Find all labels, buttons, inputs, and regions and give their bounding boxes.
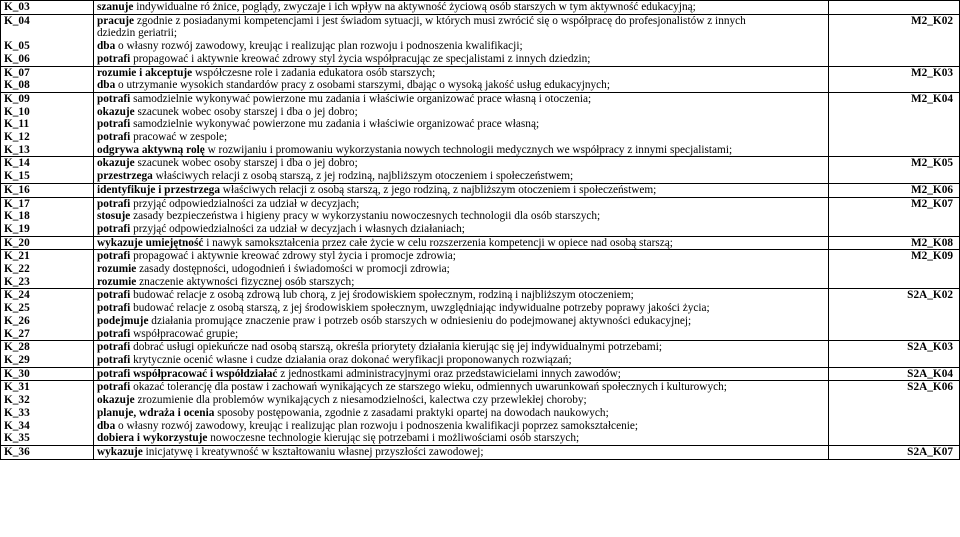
outcome-description-cell xyxy=(94,14,829,66)
outcome-codes-cell xyxy=(1,92,94,157)
outcome-code: K_28 xyxy=(4,341,30,354)
outcome-codes-cell xyxy=(1,367,94,381)
reference-code-cell: M2_K04 xyxy=(829,92,960,157)
outcome-description-cell xyxy=(94,157,829,183)
outcome-description-line: przestrzega właściwych relacji z osobą starszą, z jej rodziną, najbliższym otoczeniem i społeczeństwem; xyxy=(97,170,574,183)
outcome-description-line: podejmuje działania promujące znaczenie praw i potrzeb osób starszych w odniesieniu do podejmowanej aktywności edukacyjnej; xyxy=(97,314,692,327)
outcome-codes-cell xyxy=(1,183,94,197)
outcome-codes-cell xyxy=(1,341,94,367)
table-row xyxy=(1,157,960,183)
outcome-description-line: potrafi współpracować grupie; xyxy=(97,327,239,340)
outcome-description-line: rozumie zasady dostępności, udogodnień i świadomości w promocji zdrowia; xyxy=(97,263,450,276)
outcome-description-cell xyxy=(94,445,829,459)
outcome-code: K_34 xyxy=(4,419,30,432)
outcome-description-line: potrafi przyjąć odpowiedzialności za udział w decyzjach; xyxy=(97,197,360,210)
outcome-code: K_10 xyxy=(4,105,30,118)
reference-code-cell xyxy=(829,1,960,15)
outcome-description-line: potrafi propagować i aktywnie kreować zdrowy styl życia i promocje zdrowia; xyxy=(97,250,456,263)
table-row xyxy=(1,289,960,341)
outcome-description-line: planuje, wdraża i ocenia sposoby postępowania, zgodnie z zasadami praktyki opartej na dowodach naukowych; xyxy=(97,406,609,419)
outcome-description-line: okazuje szacunek wobec osoby starszej i dba o jej dobro; xyxy=(97,105,358,118)
outcome-description-line: dba o utrzymanie wysokich standardów pracy z osobami starszymi, dbając o wysoką jakość usług edukacyjnych; xyxy=(97,79,610,92)
outcome-description-cell xyxy=(94,236,829,250)
outcome-code: K_35 xyxy=(4,432,30,445)
outcome-codes-cell xyxy=(1,66,94,92)
outcome-description-cell xyxy=(94,289,829,341)
outcome-description-cell xyxy=(94,66,829,92)
outcome-code: K_25 xyxy=(4,302,30,315)
outcome-code: K_31 xyxy=(4,381,30,394)
outcome-code: K_29 xyxy=(4,353,30,366)
table-row xyxy=(1,92,960,157)
reference-code-cell: M2_K08 xyxy=(829,236,960,250)
table-row xyxy=(1,250,960,289)
outcome-code: K_04 xyxy=(4,14,30,27)
outcome-code: K_08 xyxy=(4,79,30,92)
outcome-description-line: dba o własny rozwój zawodowy, kreując i realizując plan rozwoju i podnoszenia kwalifikacji; xyxy=(97,40,523,53)
outcome-codes-cell xyxy=(1,197,94,236)
outcome-description-line: stosuje zasady bezpieczeństwa i higieny pracy w wykorzystaniu nowoczesnych technologii dla osób starszych; xyxy=(97,210,601,223)
outcome-code: K_32 xyxy=(4,394,30,407)
outcome-codes-cell xyxy=(1,157,94,183)
outcome-description-line: potrafi samodzielnie wykonywać powierzone mu zadania i właściwie organizować prace własną i otoczenia; xyxy=(97,92,592,105)
reference-code-cell: S2A_K04 xyxy=(829,367,960,381)
table-row xyxy=(1,183,960,197)
outcome-code: K_06 xyxy=(4,52,30,65)
outcome-code xyxy=(4,27,90,40)
outcome-code: K_30 xyxy=(4,367,30,380)
outcome-code: K_26 xyxy=(4,314,30,327)
outcome-codes-cell xyxy=(1,14,94,66)
outcome-codes-cell xyxy=(1,1,94,15)
outcome-code: K_03 xyxy=(4,1,30,13)
outcome-description-line: okazuje szacunek wobec osoby starszej i dba o jej dobro; xyxy=(97,157,358,170)
outcome-description-line: dobiera i wykorzystuje nowoczesne technologie kierując się potrzebami i możliwościami osób starszych; xyxy=(97,432,580,445)
outcome-description-line: potrafi budować relacje z osobą starszą, z jej środowiskiem społecznym, uwzględniając indywidualne potrzeby poprawy jakości życia; xyxy=(97,302,710,315)
reference-code-cell: M2_K02 xyxy=(829,14,960,66)
outcome-description-line: rozumie i akceptuje współczesne role i zadania edukatora osób starszych; xyxy=(97,66,436,79)
outcome-code: K_05 xyxy=(4,40,30,53)
table-row xyxy=(1,367,960,381)
outcome-code: K_14 xyxy=(4,157,30,170)
outcome-code: K_21 xyxy=(4,250,30,263)
table-row xyxy=(1,66,960,92)
outcome-codes-cell xyxy=(1,250,94,289)
outcome-codes-cell xyxy=(1,381,94,446)
outcome-codes-cell xyxy=(1,236,94,250)
outcome-description-line: potrafi krytycznie ocenić własne i cudze działania oraz dokonać weryfikacji proponowanych rozwiązań; xyxy=(97,353,572,366)
reference-code-cell: S2A_K03 xyxy=(829,341,960,367)
reference-code-cell: S2A_K07 xyxy=(829,445,960,459)
reference-code-cell: M2_K09 xyxy=(829,250,960,289)
outcome-code: K_17 xyxy=(4,197,30,210)
outcome-code: K_18 xyxy=(4,210,30,223)
outcome-code: K_19 xyxy=(4,222,30,235)
reference-code-cell: M2_K03 xyxy=(829,66,960,92)
outcome-description-line: potrafi współpracować i współdziałać z jednostkami administracyjnymi oraz przedstawicielami innych zawodów; xyxy=(97,367,621,380)
outcome-description-cell xyxy=(94,183,829,197)
outcome-description-line: identyfikuje i przestrzega właściwych relacji z osobą starszą, z jego rodziną, z najbliższym otoczeniem i społeczeństwem; xyxy=(97,183,657,196)
outcome-code: K_11 xyxy=(4,118,30,131)
outcome-description-line: okazuje zrozumienie dla problemów wynikających z niesamodzielności, kalectwa czy przewlekłej choroby; xyxy=(97,394,587,407)
outcome-code: K_07 xyxy=(4,66,30,79)
table-row xyxy=(1,197,960,236)
outcome-description-line: rozumie znaczenie aktywności fizycznej osób starszych; xyxy=(97,275,355,288)
outcome-description-cell xyxy=(94,367,829,381)
table-row xyxy=(1,236,960,250)
outcome-code: K_33 xyxy=(4,406,30,419)
outcome-description-cell xyxy=(94,197,829,236)
outcome-codes-cell xyxy=(1,289,94,341)
outcome-description-line: szanuje indywidualne ró żnice, poglądy, zwyczaje i ich wpływ na aktywność życiową osób starszych w tym aktywność edukacyjną; xyxy=(97,1,696,13)
outcome-description-line: potrafi samodzielnie wykonywać powierzone mu zadania i właściwie organizować prace własną; xyxy=(97,118,540,131)
outcome-description-line: dba o własny rozwój zawodowy, kreując i realizując plan rozwoju i podnoszenia kwalifikacji poprzez samokształcenie; xyxy=(97,419,639,432)
outcome-description-line: potrafi propagować i aktywnie kreować zdrowy styl życia współpracując ze specjalistami z innych dziedzin; xyxy=(97,52,591,65)
table-body xyxy=(1,1,960,460)
outcome-code: K_24 xyxy=(4,289,30,302)
outcome-code: K_20 xyxy=(4,236,30,249)
reference-code-cell: S2A_K02 xyxy=(829,289,960,341)
table-row xyxy=(1,381,960,446)
outcome-code: K_09 xyxy=(4,92,30,105)
outcome-code: K_27 xyxy=(4,327,30,340)
outcome-code: K_23 xyxy=(4,275,30,288)
outcome-description-line: potrafi dobrać usługi opiekuńcze nad osobą starszą, określa priorytety działania kierując się jej indywidualnymi potrzebami; xyxy=(97,341,662,354)
outcome-description-cell xyxy=(94,341,829,367)
outcome-code: K_36 xyxy=(4,445,30,458)
reference-code-cell: M2_K05 xyxy=(829,157,960,183)
outcome-description-line: potrafi przyjąć odpowiedzialności za udział w decyzjach i własnych działaniach; xyxy=(97,222,465,235)
outcome-codes-cell xyxy=(1,445,94,459)
table-row xyxy=(1,1,960,15)
table-row xyxy=(1,14,960,66)
outcome-description-cell xyxy=(94,381,829,446)
outcome-code: K_16 xyxy=(4,183,30,196)
outcome-description-line: dziedzin geriatrii; xyxy=(97,27,177,40)
outcome-code: K_15 xyxy=(4,170,30,183)
outcome-description-line: potrafi okazać tolerancję dla postaw i zachowań wynikających ze starszego wieku, odmiennych uwarunkowań społecznych i kulturowych; xyxy=(97,381,727,394)
outcome-description-cell xyxy=(94,92,829,157)
outcome-code: K_22 xyxy=(4,263,30,276)
outcome-description-line: potrafi pracować w zespole; xyxy=(97,131,228,144)
reference-code-cell: M2_K07 xyxy=(829,197,960,236)
outcome-code: K_12 xyxy=(4,131,30,144)
outcome-description-line: potrafi budować relacje z osobą zdrową lub chorą, z jej środowiskiem społecznym, rodziną i najbliższym otoczeniem; xyxy=(97,289,634,302)
outcome-description-line: wykazuje umiejętność i nawyk samokształcenia przez całe życie w celu rozszerzenia kompetencji w opiece nad osobą starszą; xyxy=(97,236,673,249)
outcome-description-line: wykazuje inicjatywę i kreatywność w kształtowaniu własnej przyszłości zawodowej; xyxy=(97,445,484,458)
outcome-description-line: pracuje zgodnie z posiadanymi kompetencjami i jest świadom sytuacji, w których musi zwrócić się o współpracę do profesjonalistów z innych xyxy=(97,14,746,27)
table-row xyxy=(1,341,960,367)
outcome-description-cell xyxy=(94,250,829,289)
outcome-description-line: odgrywa aktywną rolę w rozwijaniu i promowaniu wykorzystania nowych technologii medycznych we współpracy z innymi specjalistami; xyxy=(97,143,733,156)
reference-code-cell: S2A_K06 xyxy=(829,381,960,446)
outcome-description-cell xyxy=(94,1,829,15)
reference-code-cell: M2_K06 xyxy=(829,183,960,197)
table-row xyxy=(1,445,960,459)
outcome-code: K_13 xyxy=(4,143,30,156)
